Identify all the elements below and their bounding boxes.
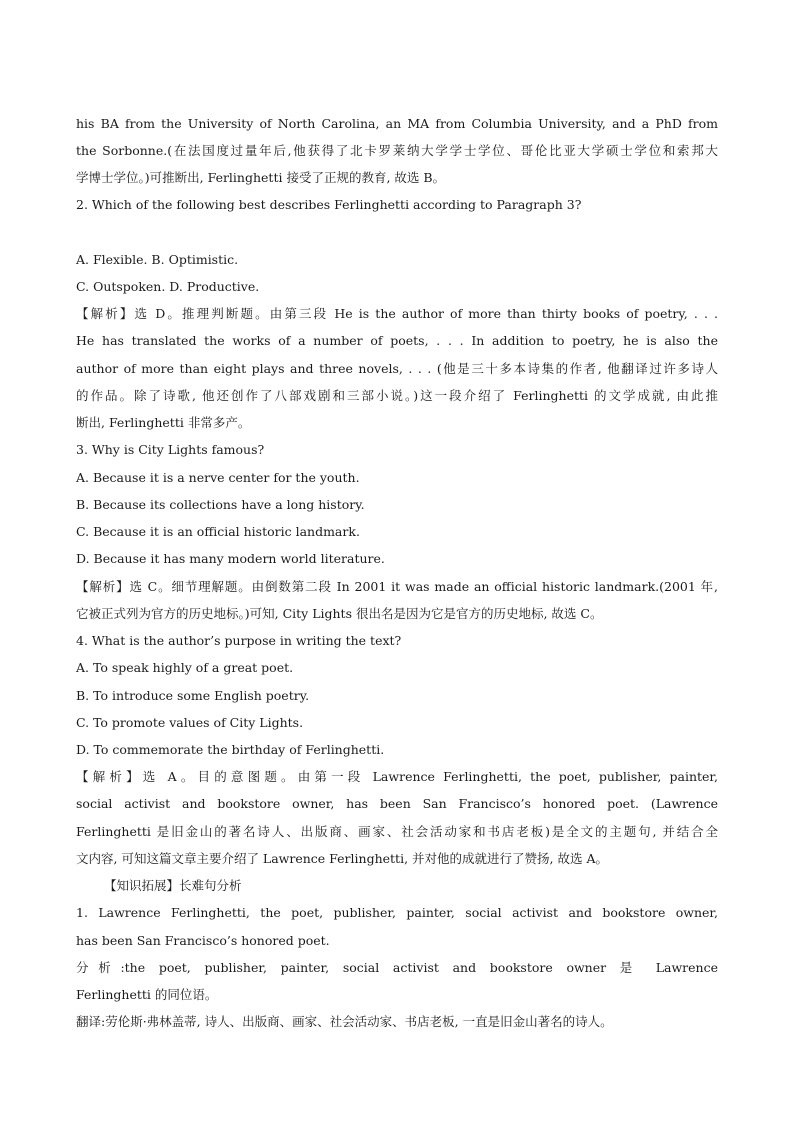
analysis-line: 【解析】选 C。细节理解题。由倒数第二段 In 2001 it was made an official historic landmark.(2001 年, bbox=[76, 579, 718, 594]
option-b: B. Because its collections have a long history. bbox=[76, 497, 365, 512]
translation-line: 翻译:劳伦斯·弗林盖蒂, 诗人、出版商、画家、社会活动家、书店老板, 一直是旧金山著名的诗人。 bbox=[76, 1014, 613, 1029]
analysis-line: 断出, Ferlinghetti 非常多产。 bbox=[76, 415, 251, 430]
question-4: 4. What is the author’s purpose in writing the text? bbox=[76, 633, 402, 648]
options-ab: A. Flexible. B. Optimistic. bbox=[76, 252, 239, 267]
analysis-note: Ferlinghetti 的同位语。 bbox=[76, 987, 218, 1002]
question-2: 2. Which of the following best describes Ferlinghetti according to Paragraph 3? bbox=[76, 197, 582, 212]
analysis-note: 分析:the poet, publisher, painter, social activist and bookstore owner 是 Lawrence bbox=[76, 960, 718, 975]
analysis-line: 【解析】选 A。目的意图题。由第一段 Lawrence Ferlinghetti, the poet, publisher, painter, bbox=[76, 769, 718, 784]
option-c: C. To promote values of City Lights. bbox=[76, 715, 304, 730]
analysis-line: 的作品。除了诗歌, 他还创作了八部戏剧和三部小说。)这一段介绍了 Ferlinghetti 的文学成就, 由此推 bbox=[76, 388, 718, 403]
text-line: his BA from the University of North Carolina, an MA from Columbia University, and a PhD from bbox=[76, 116, 718, 131]
analysis-line: 【解析】选 D。推理判断题。由第三段 He is the author of more than thirty books of poetry, . . . bbox=[76, 306, 718, 321]
option-b: B. To introduce some English poetry. bbox=[76, 688, 310, 703]
analysis-line: social activist and bookstore owner, has been San Francisco’s honored poet. (Lawrence bbox=[76, 796, 718, 811]
analysis-line: author of more than eight plays and three novels, . . . (他是三十多本诗集的作者, 他翻译过许多诗人 bbox=[76, 361, 718, 376]
option-d: D. To commemorate the birthday of Ferlinghetti. bbox=[76, 742, 385, 757]
text-line: the Sorbonne.(在法国度过量年后,他获得了北卡罗莱纳大学学士学位、哥伦比亚大学硕士学位和索邦大 bbox=[76, 143, 718, 158]
question-3: 3. Why is City Lights famous? bbox=[76, 442, 265, 457]
section-heading: 【知识拓展】长难句分析 bbox=[104, 878, 242, 893]
options-cd: C. Outspoken. D. Productive. bbox=[76, 279, 260, 294]
analysis-line: 文内容, 可知这篇文章主要介绍了 Lawrence Ferlinghetti, 并对他的成就进行了赞扬, 故选 A。 bbox=[76, 851, 608, 866]
option-a: A. To speak highly of a great poet. bbox=[76, 660, 294, 675]
option-a: A. Because it is a nerve center for the youth. bbox=[76, 470, 360, 485]
sentence-line: has been San Francisco’s honored poet. bbox=[76, 933, 330, 948]
option-c: C. Because it is an official historic landmark. bbox=[76, 524, 360, 539]
analysis-line: Ferlinghetti 是旧金山的著名诗人、出版商、画家、社会活动家和书店老板)是全文的主题句, 并结合全 bbox=[76, 824, 718, 839]
sentence-line: 1. Lawrence Ferlinghetti, the poet, publisher, painter, social activist and bookstore owner, bbox=[76, 905, 718, 920]
analysis-line: He has translated the works of a number of poets, . . . In addition to poetry, he is also the bbox=[76, 333, 718, 348]
option-d: D. Because it has many modern world literature. bbox=[76, 551, 385, 566]
text-line: 学博士学位。)可推断出, Ferlinghetti 接受了正规的教育, 故选 B。 bbox=[76, 170, 446, 185]
analysis-line: 它被正式列为官方的历史地标。)可知, City Lights 很出名是因为它是官方的历史地标, 故选 C。 bbox=[76, 606, 603, 621]
